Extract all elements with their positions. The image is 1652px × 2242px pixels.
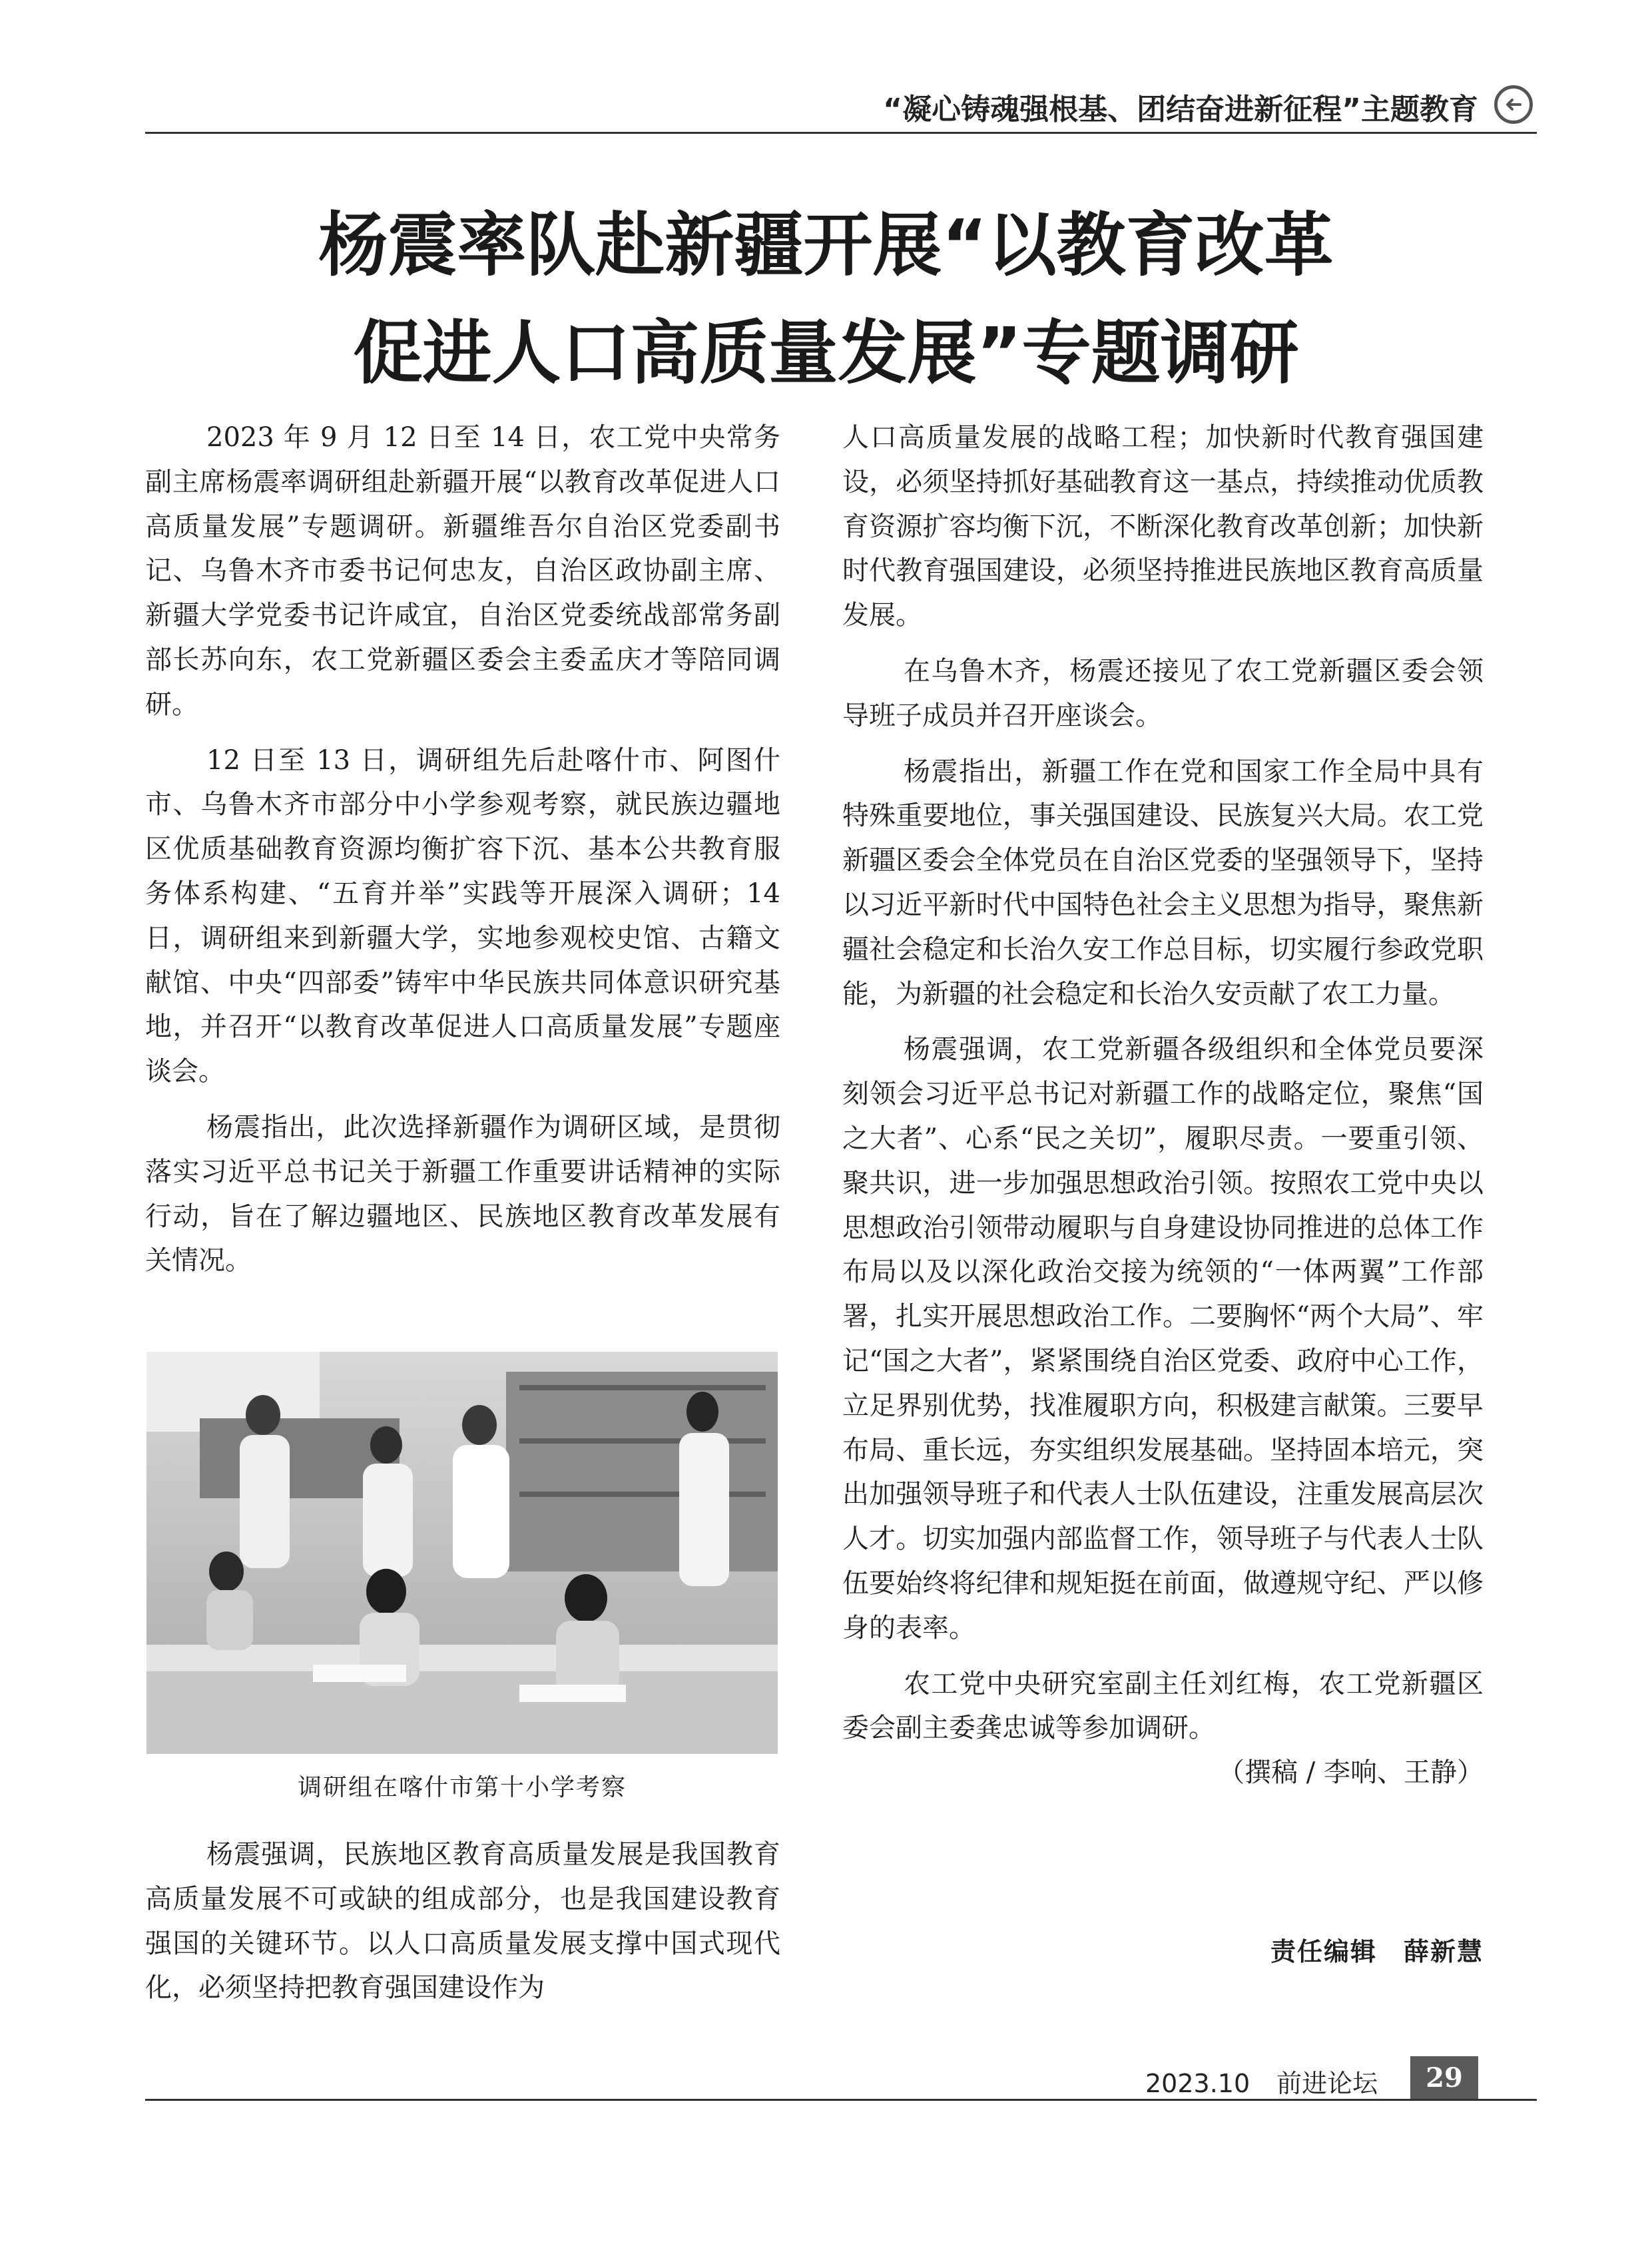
circle-arrow-left-icon: [1494, 85, 1533, 124]
photo-caption: 调研组在喀什市第十小学考察: [297, 1774, 627, 1801]
header-rule: [145, 132, 1537, 134]
footer-rule: [145, 2099, 1537, 2101]
byline: （撰稿 / 李响、王静）: [1218, 1757, 1484, 1789]
left-column-bottom: [145, 1832, 780, 2010]
paragraph: 杨震强调，农工党新疆各级组织和全体党员要深刻领会习近平总书记对新疆工作的战略定位，聚焦“国之大者”、心系“民之关切”，履职尽责。一要重引领、聚共识，进一步加强思想政治引领。按照农工党中央以思想政治引领带动履职与自身建设协同推进的总体工作布局以及以深化政治交接为统领的“一体两翼”工作部署，扎实开展思想政治工作。二要胸怀“两个大局”、牢记“国之大者”，紧紧围绕自治区党委、政府中心工作，立足界别优势，找准履职方向，积极建言献策。三要早布局、重长远，夯实组织发展基础。坚持固本培元，突出加强领导班子和代表人士队伍建设，注重发展高层次人才。切实加强内部监督工作，领导班子与代表人士队伍要始终将纪律和规矩挺在前面，做遵规守纪、严以修身的表率。: [842, 1034, 1484, 1643]
footer-issue: [1145, 2063, 1398, 2100]
right-column: [842, 416, 1484, 1795]
paragraph: 2023 年 9 月 12 日至 14 日，农工党中央常务副主席杨震率调研组赴新疆开展“以教育改革促进人口高质量发展”专题调研。新疆维吾尔自治区党委副书记、乌鲁木齐市委书记何忠友，自治区政协副主席、新疆大学党委书记许咸宜，自治区党委统战部常务副部长苏向东，农工党新疆区委会主委孟庆才等陪同调研。: [145, 422, 780, 720]
left-column-top: [145, 416, 780, 1283]
article-title-line-1: 杨震率队赴新疆开展“以教育改革: [318, 204, 1334, 286]
journal-name: 前进论坛: [1276, 2069, 1378, 2098]
article-title-line-2: 促进人口高质量发展”专题调研: [353, 312, 1299, 394]
article-photo: [146, 1352, 778, 1754]
paragraph: 杨震强调，民族地区教育高质量发展是我国教育高质量发展不可或缺的组成部分，也是我国建设教育强国的关键环节。以人口高质量发展支撑中国式现代化，必须坚持把教育强国建设作为: [145, 1839, 780, 2004]
issue-number: 2023.10: [1145, 2069, 1250, 2098]
paragraph: 杨震指出，此次选择新疆作为调研区域，是贯彻落实习近平总书记关于新疆工作重要讲话精神的实际行动，旨在了解边疆地区、民族地区教育改革发展有关情况。: [145, 1111, 780, 1276]
header-theme: “凝心铸魂强根基、团结奋进新征程”主题教育: [883, 93, 1478, 127]
paragraph-continuation: 人口高质量发展的战略工程；加快新时代教育强国建设，必须坚持抓好基础教育这一基点，持续推动优质教育资源扩容均衡下沉，不断深化教育改革创新；加快新时代教育强国建设，必须坚持推进民族地区教育高质量发展。: [842, 422, 1484, 631]
classroom-photo-illustration: [146, 1352, 778, 1754]
paragraph: 农工党中央研究室副主任刘红梅，农工党新疆区委会副主委龚忠诚等参加调研。: [842, 1668, 1484, 1744]
responsible-editor: 责任编辑 薛新慧: [1270, 1936, 1484, 1966]
paragraph: 杨震指出，新疆工作在党和国家工作全局中具有特殊重要地位，事关强国建设、民族复兴大局。农工党新疆区委会全体党员在自治区党委的坚强领导下，坚持以习近平新时代中国特色社会主义思想为指导，聚焦新疆社会稳定和长治久安工作总目标，切实履行参政党职能，为新疆的社会稳定和长治久安贡献了农工力量。: [842, 756, 1484, 1009]
page-number: 29: [1410, 2056, 1478, 2099]
paragraph: 在乌鲁木齐，杨震还接见了农工党新疆区委会领导班子成员并召开座谈会。: [842, 655, 1484, 731]
paragraph: 12 日至 13 日，调研组先后赴喀什市、阿图什市、乌鲁木齐市部分中小学参观考察，就民族边疆地区优质基础教育资源均衡扩容下沉、基本公共教育服务体系构建、“五育并举”实践等开展深入调研；14 日，调研组来到新疆大学，实地参观校史馆、古籍文献馆、中央“四部委”铸牢中华民族共同体意识研究基地，并召开“以教育改革促进人口高质量发展”专题座谈会。: [145, 744, 780, 1087]
